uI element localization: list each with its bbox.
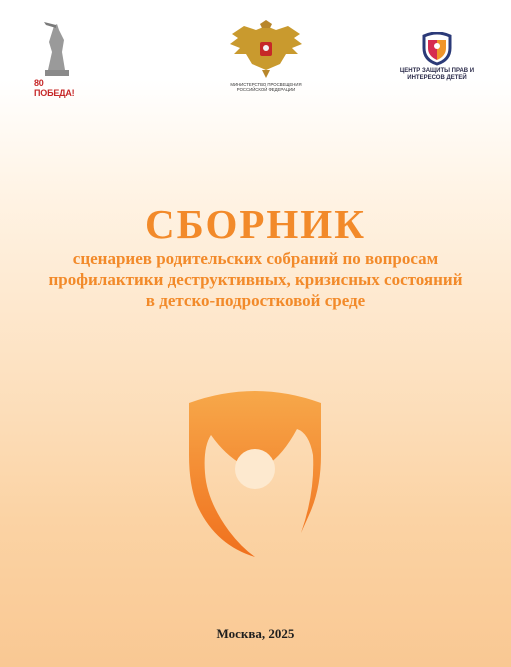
ministry-logo [226,20,306,98]
victory-logo-text: 80 ПОБЕДА! [34,78,75,98]
document-title: СБОРНИК [145,201,366,247]
shield-figure-emblem-icon [175,385,335,560]
children-rights-center-icon [402,32,472,66]
publication-place-year: Москва, 2025 [216,626,295,641]
victory-80-logo [34,22,80,98]
victory-monument-icon [34,22,80,82]
subtitle-line: в детско-подростковой среде [145,291,366,310]
document-subtitle [30,248,481,311]
shield-emblem [175,385,335,560]
ministry-caption: МИНИСТЕРСТВО ПРОСВЕЩЕНИЯ РОССИЙСКОЙ ФЕДЕРАЦИИ [230,82,302,92]
center-caption: ЦЕНТР ЗАЩИТЫ ПРАВ И ИНТЕРЕСОВ ДЕТЕЙ [399,68,475,81]
subtitle-line: сценариев родительских собраний по вопросам [72,249,439,268]
children-rights-center-logo [399,32,475,92]
subtitle-line: профилактики деструктивных, кризисных состояний [48,270,463,289]
coat-of-arms-icon [226,20,306,80]
